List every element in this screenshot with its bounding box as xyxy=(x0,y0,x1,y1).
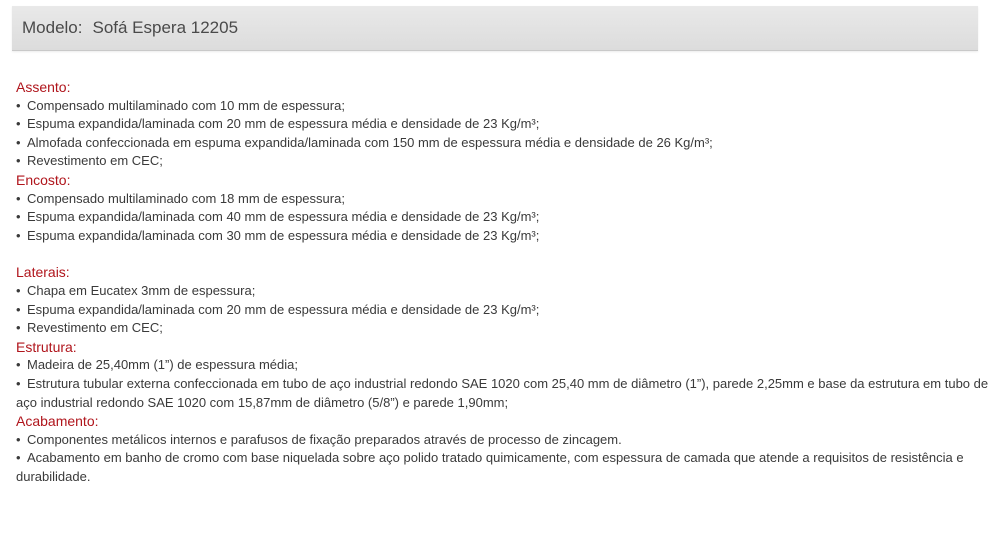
bullet-icon: • xyxy=(16,357,21,373)
section-title-acabamento: Acabamento: xyxy=(16,413,99,430)
list-item: • Componentes metálicos internos e parafusos de fixação preparados através de processo de zincagem. xyxy=(16,431,991,450)
bullet-icon: • xyxy=(16,375,21,391)
bullet-icon: • xyxy=(16,97,21,113)
bullet-icon: • xyxy=(16,134,21,150)
bullet-icon: • xyxy=(16,320,21,336)
list-item: • Compensado multilaminado com 10 mm de espessura; xyxy=(16,97,991,116)
section-title-laterais: Laterais: xyxy=(16,264,70,281)
list-item: • Almofada confeccionada em espuma expandida/laminada com 150 mm de espessura média e densidade de 26 Kg/m³; xyxy=(16,134,991,153)
section-title-assento: Assento: xyxy=(16,79,71,95)
bullet-icon: • xyxy=(16,227,21,243)
section-title-encosto: Encosto: xyxy=(16,171,71,188)
spec-content xyxy=(16,78,991,486)
bullet-icon: • xyxy=(16,282,21,298)
list-item: • Espuma expandida/laminada com 20 mm de espessura média e densidade de 23 Kg/m³; xyxy=(16,301,991,320)
list-item: • Acabamento em banho de cromo com base niquelada sobre aço polido tratado quimicamente, com espessura de camada que atende a requisitos de resistência e durabilidade. xyxy=(16,450,964,484)
list-item: • Espuma expandida/laminada com 40 mm de espessura média e densidade de 23 Kg/m³; xyxy=(16,208,991,227)
model-label: Modelo: xyxy=(22,18,83,37)
list-item: • Revestimento em CEC; xyxy=(16,319,991,338)
bullet-icon: • xyxy=(16,209,21,225)
bullet-icon: • xyxy=(16,450,21,466)
list-item: • Revestimento em CEC; xyxy=(16,152,991,171)
list-item: • Chapa em Eucatex 3mm de espessura; xyxy=(16,282,991,301)
section-title-estrutura: Estrutura: xyxy=(16,338,77,355)
bullet-icon: • xyxy=(16,301,21,317)
list-item: • Espuma expandida/laminada com 20 mm de espessura média e densidade de 23 Kg/m³; xyxy=(16,115,991,134)
bullet-icon: • xyxy=(16,153,21,169)
list-item: • Madeira de 25,40mm (1”) de espessura média; xyxy=(16,356,991,375)
list-item: • Espuma expandida/laminada com 30 mm de espessura média e densidade de 23 Kg/m³; xyxy=(16,227,991,246)
list-item: • Estrutura tubular externa confeccionada em tubo de aço industrial redondo SAE 1020 com 25,40 mm de diâmetro (1”), parede 2,25mm e base da estrutura em tubo de aço industrial redondo SAE 1020 com 15,87mm de diâmetro (5/8”) e parede 1,90mm; xyxy=(16,375,989,410)
list-item: • Compensado multilaminado com 18 mm de espessura; xyxy=(16,190,991,209)
model-name: Sofá Espera 12205 xyxy=(92,18,239,37)
bullet-icon: • xyxy=(16,116,21,132)
bullet-icon: • xyxy=(16,431,21,447)
bullet-icon: • xyxy=(16,190,21,206)
model-header xyxy=(12,6,978,51)
